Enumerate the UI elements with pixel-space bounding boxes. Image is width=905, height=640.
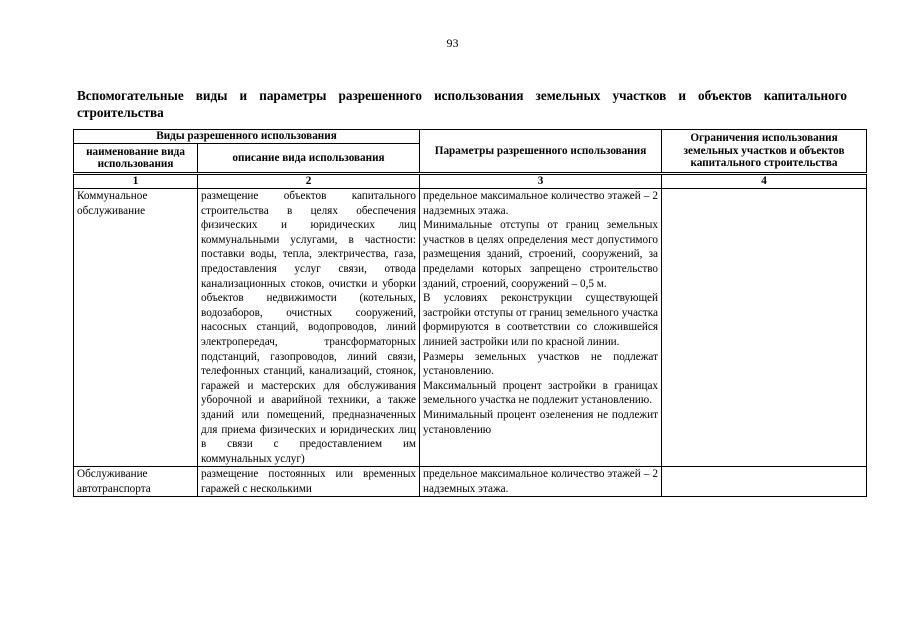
- use-name-cell: Обслуживание автотранспорта: [74, 467, 198, 497]
- header-restrictions: Ограничения использования земельных участков и объектов капитального строительства: [662, 130, 867, 174]
- use-description-cell: размещение постоянных или временных гаражей с несколькими: [198, 467, 420, 497]
- param-max-coverage: Максимальный процент застройки в границах земельного участка не подлежит установлению.: [423, 379, 659, 407]
- param-reconstruction: В условиях реконструкции существующей застройки отступы от границ земельного участка формируются в соответствии со сложившейся линией застройки или по красной линии.: [423, 292, 659, 348]
- column-number-4: 4: [662, 174, 867, 189]
- param-plot-size: Размеры земельных участков не подлежат установлению.: [423, 350, 659, 378]
- use-description-cell: размещение объектов капитального строительства в целях обеспечения физических и юридических лиц коммунальными услугами, в частности: поставки воды, тепла, электричества, газа, предоставления услуг связи, отвода канализационных стоков, очистки и уборки объектов недвижимости (котельных, водозаборов, очистных сооружений, насосных станций, водопроводов, линий электропередач, трансформаторных подстанций, газопроводов, линий связи, телефонных станций, канализаций, стоянок, гаражей и мастерских для обслуживания уборочной и аварийной техники, а также зданий или помещений, предназначенных для приема физических и юридических лиц в связи с предоставлением им коммунальных услуг): [198, 189, 420, 467]
- header-use-name: наименование вида использования: [74, 144, 198, 174]
- use-name-cell: Коммунальное обслуживание: [74, 189, 198, 467]
- column-number-2: 2: [198, 174, 420, 189]
- param-min-greening: Минимальный процент озеленения не подлежит установлению: [423, 408, 659, 436]
- header-group-use-types: Виды разрешенного использования: [74, 130, 420, 144]
- header-params: Параметры разрешенного использования: [420, 130, 662, 174]
- param-max-floors: предельное максимальное количество этажей – 2 надземных этажа.: [423, 190, 659, 217]
- land-use-parameters-table: [73, 129, 867, 497]
- page-number: 93: [446, 36, 459, 50]
- column-number-3: 3: [420, 174, 662, 189]
- param-max-floors: предельное максимальное количество этажей – 2 надземных этажа.: [423, 468, 659, 495]
- params-cell: [420, 189, 662, 467]
- restrictions-cell: [662, 467, 867, 497]
- page-title: Вспомогательные виды и параметры разрешенного использования земельных участков и объектов капитального строительства: [77, 88, 847, 120]
- column-number-1: 1: [74, 174, 198, 189]
- param-min-setbacks: Минимальные отступы от границ земельных участков в целях определения мест допустимого размещения зданий, строений, сооружений, за пределами которых запрещено строительство зданий, строений, сооружений – 0,5 м.: [423, 219, 659, 290]
- table-row: [74, 189, 867, 467]
- header-use-description: описание вида использования: [198, 144, 420, 174]
- params-cell: [420, 467, 662, 497]
- restrictions-cell: [662, 189, 867, 467]
- table-row: [74, 467, 867, 497]
